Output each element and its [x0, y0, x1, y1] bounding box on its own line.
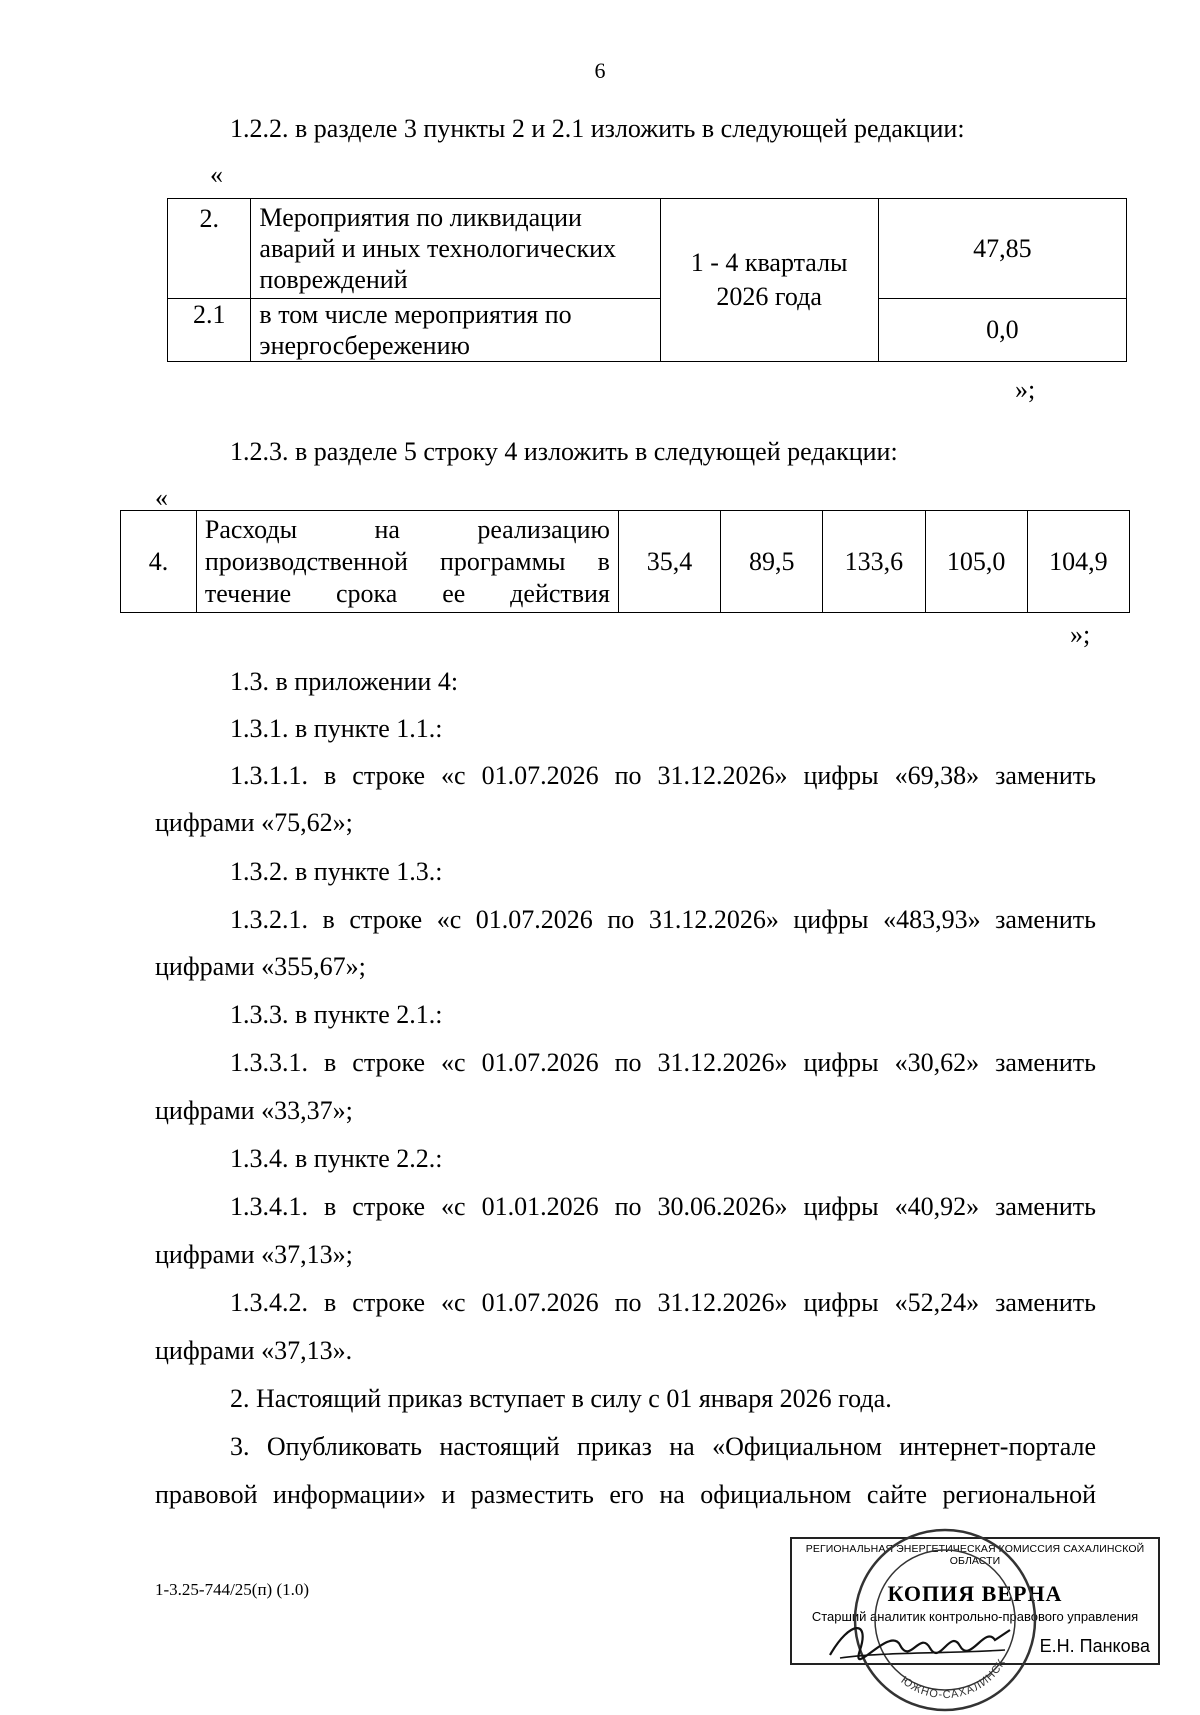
open-quote-1: «: [210, 160, 223, 189]
paragraph-1-3-3-1-cont: цифрами «33,37»;: [155, 1096, 353, 1125]
paragraph-1-2-2: 1.2.2. в разделе 3 пункты 2 и 2.1 изложить в следующей редакции:: [230, 114, 965, 143]
paragraph-1-3: 1.3. в приложении 4:: [230, 667, 459, 696]
table-section-5: [120, 510, 1130, 613]
document-code: 1-3.25-744/25(п) (1.0): [155, 1580, 310, 1599]
table1-row1-text: Мероприятия по ликвидации аварий и иных технологических повреждений: [251, 199, 660, 299]
paragraph-1-3-4-2: 1.3.4.2. в строке «с 01.07.2026 по 31.12.2026» цифры «52,24» заменить: [230, 1288, 1096, 1317]
paragraph-3: 3. Опубликовать настоящий приказ на «Официальном интернет-портале: [230, 1432, 1096, 1461]
table2-text: Расходы на реализацию производственной программы в течение срока ее действия: [196, 511, 618, 613]
table2-value-1: 35,4: [618, 511, 720, 613]
table2-value-4: 105,0: [925, 511, 1027, 613]
close-quote-2: »;: [1070, 620, 1091, 649]
stamp-name: Е.Н. Панкова: [1039, 1636, 1150, 1656]
paragraph-1-3-1: 1.3.1. в пункте 1.1.:: [230, 714, 443, 743]
paragraph-1-3-4: 1.3.4. в пункте 2.2.:: [230, 1144, 443, 1173]
table1-row2-number: 2.1: [168, 299, 251, 362]
page-number: 6: [594, 58, 606, 83]
table1-row2-text: в том числе мероприятия по энергосбережению: [251, 299, 660, 362]
paragraph-1-3-4-1: 1.3.4.1. в строке «с 01.01.2026 по 30.06.2026» цифры «40,92» заменить: [230, 1192, 1096, 1221]
table2-value-3: 133,6: [823, 511, 925, 613]
paragraph-1-3-3: 1.3.3. в пункте 2.1.:: [230, 1000, 443, 1029]
table1-row1-number: 2.: [168, 199, 251, 299]
table1-period: 1 - 4 кварталы 2026 года: [660, 199, 878, 362]
paragraph-1-3-2: 1.3.2. в пункте 1.3.:: [230, 857, 443, 886]
paragraph-1-3-1-1: 1.3.1.1. в строке «с 01.07.2026 по 31.12.2026» цифры «69,38» заменить: [230, 761, 1096, 790]
seal-text: ЮЖНО-САХАЛИНСК: [898, 1656, 1009, 1702]
signature-icon: [820, 1610, 1020, 1670]
stamp-organization: РЕГИОНАЛЬНАЯ ЭНЕРГЕТИЧЕСКАЯ КОМИССИЯ САХАЛИНСКОЙ ОБЛАСТИ: [805, 1543, 1145, 1567]
stamp-title: КОПИЯ ВЕРНА: [887, 1581, 1063, 1606]
paragraph-1-3-2-1: 1.3.2.1. в строке «с 01.07.2026 по 31.12.2026» цифры «483,93» заменить: [230, 905, 1096, 934]
paragraph-1-3-4-2-cont: цифрами «37,13».: [155, 1336, 353, 1365]
stamp-position: Старший аналитик контрольно-правового управления: [811, 1609, 1139, 1624]
table2-value-2: 89,5: [721, 511, 823, 613]
paragraph-1-3-3-1: 1.3.3.1. в строке «с 01.07.2026 по 31.12.2026» цифры «30,62» заменить: [230, 1048, 1096, 1077]
table1-row1-value: 47,85: [878, 199, 1126, 299]
table-section-3: [167, 198, 1127, 362]
table2-number: 4.: [121, 511, 197, 613]
paragraph-1-3-2-1-cont: цифрами «355,67»;: [155, 952, 366, 981]
close-quote-1: »;: [1015, 375, 1036, 404]
table1-row2-value: 0,0: [878, 299, 1126, 362]
paragraph-3-cont: правовой информации» и разместить его на официальном сайте региональной: [155, 1480, 1096, 1509]
paragraph-1-2-3: 1.2.3. в разделе 5 строку 4 изложить в следующей редакции:: [230, 437, 898, 466]
open-quote-2: «: [155, 483, 168, 512]
paragraph-1-3-4-1-cont: цифрами «37,13»;: [155, 1240, 353, 1269]
table2-value-5: 104,9: [1027, 511, 1129, 613]
paragraph-1-3-1-1-cont: цифрами «75,62»;: [155, 808, 353, 837]
paragraph-2: 2. Настоящий приказ вступает в силу с 01 января 2026 года.: [230, 1384, 892, 1413]
